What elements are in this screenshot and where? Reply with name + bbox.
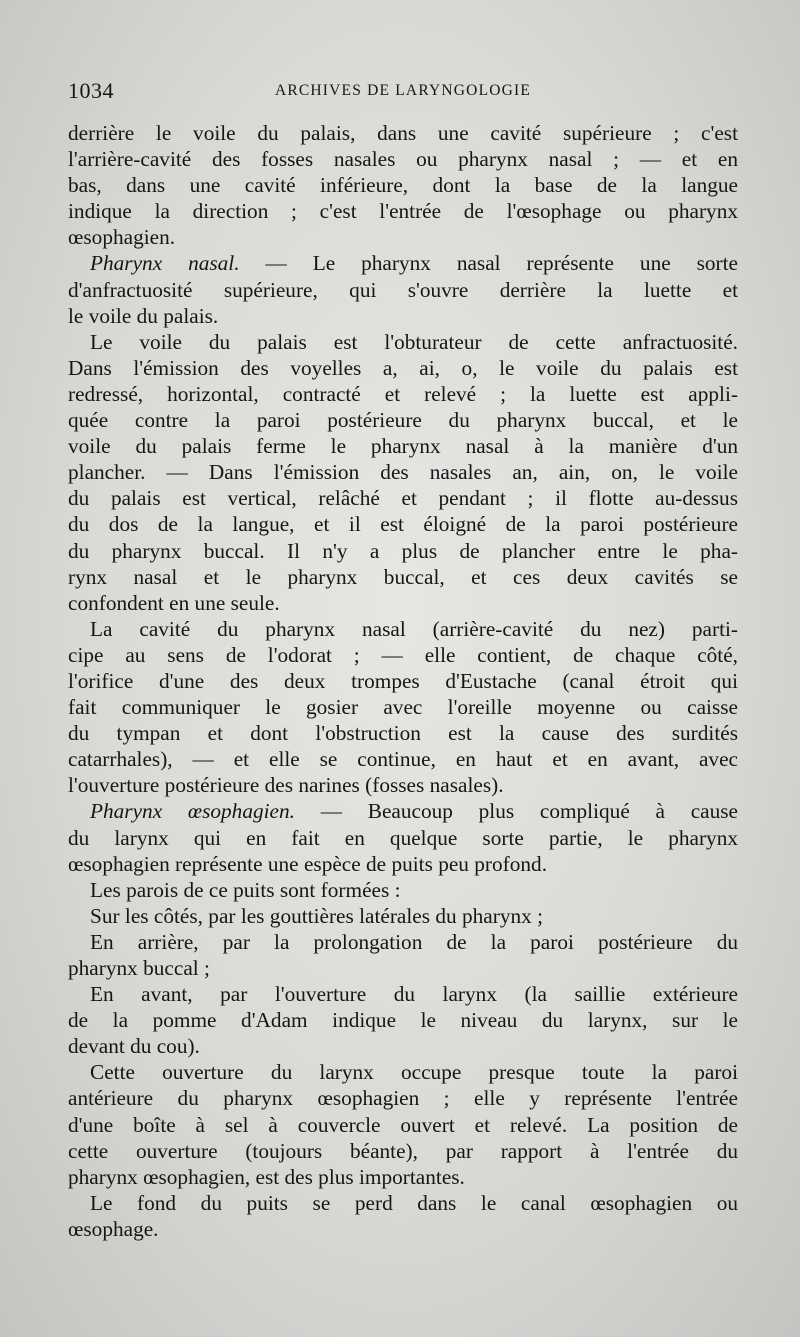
line-text: du larynx qui en fait en quelque sorte partie, le pharynx <box>68 825 738 850</box>
text-line <box>68 798 738 824</box>
line-text: En avant, par l'ouverture du larynx (la saillie extérieure <box>90 982 738 1007</box>
line-text: — Le pharynx nasal représente une sorte <box>239 251 739 276</box>
line-text: du dos de la langue, et il est éloigné de la paroi postérieure <box>68 512 738 537</box>
line-text: œsophagien représente une espèce de puits peu profond. <box>68 851 548 876</box>
line-text: l'arrière-cavité des fosses nasales ou pharynx nasal ; — et en <box>68 147 738 172</box>
text-line <box>68 250 738 276</box>
line-text: Les parois de ce puits sont formées : <box>90 877 401 902</box>
text-line <box>68 1085 738 1111</box>
text-line <box>68 120 738 146</box>
line-text: Le voile du palais est l'obturateur de cette anfractuosité. <box>90 329 738 354</box>
text-line <box>68 1138 738 1164</box>
line-text: d'anfractuosité supérieure, qui s'ouvre derrière la luette et <box>68 277 738 302</box>
line-text: l'ouverture postérieure des narines (fosses nasales). <box>68 773 504 798</box>
line-text: quée contre la paroi postérieure du pharynx buccal, et le <box>68 408 738 433</box>
line-text: du tympan et dont l'obstruction est la cause des surdités <box>68 721 738 746</box>
line-text: catarrhales), — et elle se continue, en haut et en avant, avec <box>68 747 738 772</box>
text-line <box>68 746 738 772</box>
text-line <box>68 955 738 981</box>
line-text: devant du cou). <box>68 1034 200 1059</box>
line-text: redressé, horizontal, contracté et relevé ; la luette est appli- <box>68 381 738 406</box>
line-text: le voile du palais. <box>68 303 219 328</box>
text-line <box>68 1033 738 1059</box>
text-line <box>68 1164 738 1190</box>
line-text: d'une boîte à sel à couvercle ouvert et relevé. La position de <box>68 1112 738 1137</box>
text-line <box>68 1216 738 1242</box>
page-number: 1034 <box>68 78 114 103</box>
line-text: l'orifice d'une des deux trompes d'Eustache (canal étroit qui <box>68 668 738 693</box>
text-line <box>68 877 738 903</box>
line-text: pharynx buccal ; <box>68 956 210 980</box>
text-line <box>68 903 738 929</box>
line-text: de la pomme d'Adam indique le niveau du larynx, sur le <box>68 1008 738 1033</box>
line-text: rynx nasal et le pharynx buccal, et ces deux cavités se <box>68 564 738 589</box>
line-text: La cavité du pharynx nasal (arrière-cavité du nez) parti- <box>90 616 738 641</box>
text-line <box>68 1059 738 1085</box>
text-line <box>68 720 738 746</box>
page-header <box>68 78 738 102</box>
text-line <box>68 1007 738 1033</box>
text-line <box>68 825 738 851</box>
text-line <box>68 668 738 694</box>
running-head: ARCHIVES DE LARYNGOLOGIE <box>274 82 532 99</box>
text-line <box>68 511 738 537</box>
text-line <box>68 355 738 381</box>
text-line <box>68 694 738 720</box>
line-text: confondent en une seule. <box>68 590 280 615</box>
text-line <box>68 590 738 616</box>
line-text: Le fond du puits se perd dans le canal œsophagien ou <box>90 1190 738 1215</box>
text-line <box>68 198 738 224</box>
text-line <box>68 538 738 564</box>
line-text: pharynx œsophagien, est des plus importantes. <box>68 1164 465 1189</box>
line-text: œsophage. <box>68 1216 159 1241</box>
line-text: du palais est vertical, relâché et pendant ; il flotte au-dessus <box>68 486 738 511</box>
text-line <box>68 459 738 485</box>
line-text: antérieure du pharynx œsophagien ; elle y représente l'entrée <box>68 1086 738 1111</box>
text-line <box>68 616 738 642</box>
line-text: cette ouverture (toujours béante), par rapport à l'entrée du <box>68 1138 738 1163</box>
text-line <box>68 929 738 955</box>
text-line <box>68 772 738 798</box>
text-line <box>68 172 738 198</box>
text-line <box>68 1112 738 1138</box>
text-line <box>68 146 738 172</box>
line-text: Sur les côtés, par les gouttières latérales du pharynx ; <box>90 903 544 928</box>
line-text: bas, dans une cavité inférieure, dont la base de la langue <box>68 173 738 198</box>
line-text: — Beaucoup plus compliqué à cause <box>294 799 738 824</box>
section-heading: Pharynx nasal. <box>90 251 240 276</box>
text-line <box>68 329 738 355</box>
text-line <box>68 485 738 511</box>
text-line <box>68 407 738 433</box>
line-text: indique la direction ; c'est l'entrée de l'œsophage ou pharynx <box>68 199 738 224</box>
text-line <box>68 981 738 1007</box>
text-line <box>68 433 738 459</box>
line-text: voile du palais ferme le pharynx nasal à la manière d'un <box>68 434 738 459</box>
line-text: En arrière, par la prolongation de la paroi postérieure du <box>90 929 738 954</box>
text-line <box>68 303 738 329</box>
text-line <box>68 224 738 250</box>
line-text: du pharynx buccal. Il n'y a plus de plancher entre le pha- <box>68 538 738 563</box>
section-heading: Pharynx œsophagien. <box>90 799 295 824</box>
line-text: plancher. — Dans l'émission des nasales an, ain, on, le voile <box>68 460 738 485</box>
line-text: Dans l'émission des voyelles a, ai, o, le voile du palais est <box>68 355 738 380</box>
text-line <box>68 851 738 877</box>
line-text: fait communiquer le gosier avec l'oreille moyenne ou caisse <box>68 695 738 720</box>
line-text: Cette ouverture du larynx occupe presque toute la paroi <box>90 1060 738 1085</box>
text-line <box>68 1190 738 1216</box>
text-line <box>68 381 738 407</box>
line-text: œsophagien. <box>68 225 176 250</box>
body-text <box>68 120 738 1242</box>
line-text: derrière le voile du palais, dans une cavité supérieure ; c'est <box>68 121 738 145</box>
text-line <box>68 277 738 303</box>
text-line <box>68 564 738 590</box>
line-text: cipe au sens de l'odorat ; — elle contient, de chaque côté, <box>68 642 738 667</box>
text-line <box>68 642 738 668</box>
